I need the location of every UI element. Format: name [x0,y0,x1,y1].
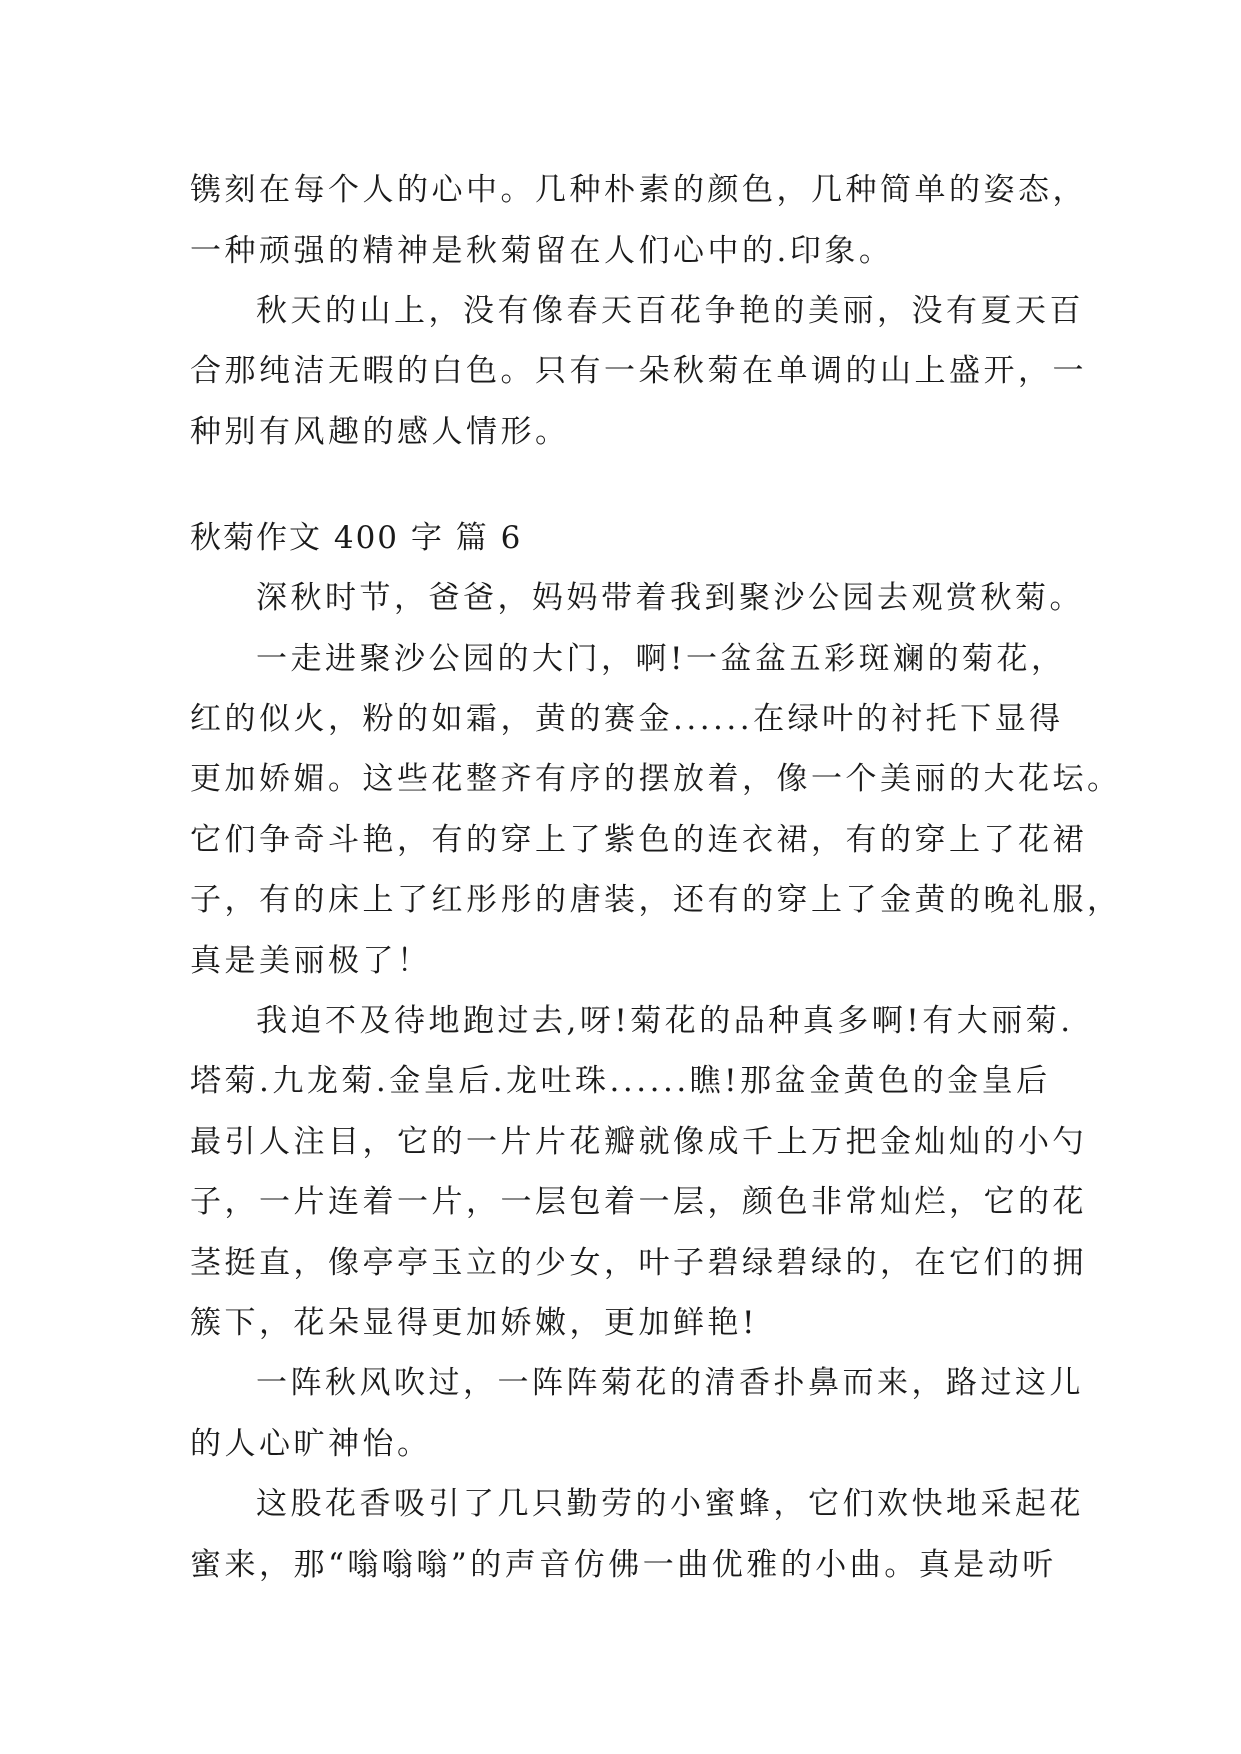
paragraph-line: 这股花香吸引了几只勤劳的小蜜蜂，它们欢快地采起花 [256,1486,1084,1522]
paragraph-line: 茎挺直，像亭亭玉立的少女，叶子碧绿碧绿的，在它们的拥 [190,1245,1087,1281]
paragraph-line: 一种顽强的精神是秋菊留在人们心中的.印象。 [190,233,894,269]
paragraph-line: 镌刻在每个人的心中。几种朴素的颜色，几种简单的姿态， [190,172,1087,208]
paragraph-line: 塔菊.九龙菊.金皇后.龙吐珠......瞧!那盆金黄色的金皇后 [190,1063,1051,1099]
section-heading: 秋菊作文 400 字 篇 6 [190,520,523,556]
paragraph-line: 的人心旷神怡。 [190,1426,432,1462]
paragraph-line: 它们争奇斗艳，有的穿上了紫色的连衣裙，有的穿上了花裙 [190,822,1087,858]
paragraph-line: 种别有风趣的感人情形。 [190,414,570,450]
paragraph-line: 一走进聚沙公园的大门，啊!一盆盆五彩斑斓的菊花， [256,641,1066,677]
paragraph-line: 蜜来，那“嗡嗡嗡”的声音仿佛一曲优雅的小曲。真是动听 [190,1547,1057,1583]
paragraph-line: 合那纯洁无暇的白色。只有一朵秋菊在单调的山上盛开，一 [190,353,1087,389]
paragraph-line: 子，有的床上了红彤彤的唐装，还有的穿上了金黄的晚礼服， [190,882,1122,918]
paragraph-line: 更加娇媚。这些花整齐有序的摆放着，像一个美丽的大花坛。 [190,761,1122,797]
paragraph-line: 子，一片连着一片，一层包着一层，颜色非常灿烂，它的花 [190,1184,1087,1220]
paragraph-line: 深秋时节，爸爸，妈妈带着我到聚沙公园去观赏秋菊。 [256,580,1084,616]
paragraph-line: 最引人注目，它的一片片花瓣就像成千上万把金灿灿的小勺 [190,1124,1087,1160]
paragraph-line: 一阵秋风吹过，一阵阵菊花的清香扑鼻而来，路过这儿 [256,1365,1084,1401]
paragraph-line: 红的似火，粉的如霜，黄的赛金......在绿叶的衬托下显得 [190,701,1064,737]
paragraph-line: 我迫不及待地跑过去,呀!菊花的品种真多啊!有大丽菊. [256,1003,1074,1039]
paragraph-line: 真是美丽极了！ [190,943,432,979]
paragraph-line: 秋天的山上，没有像春天百花争艳的美丽，没有夏天百 [256,293,1084,329]
paragraph-line: 簇下，花朵显得更加娇嫩，更加鲜艳! [190,1305,758,1341]
